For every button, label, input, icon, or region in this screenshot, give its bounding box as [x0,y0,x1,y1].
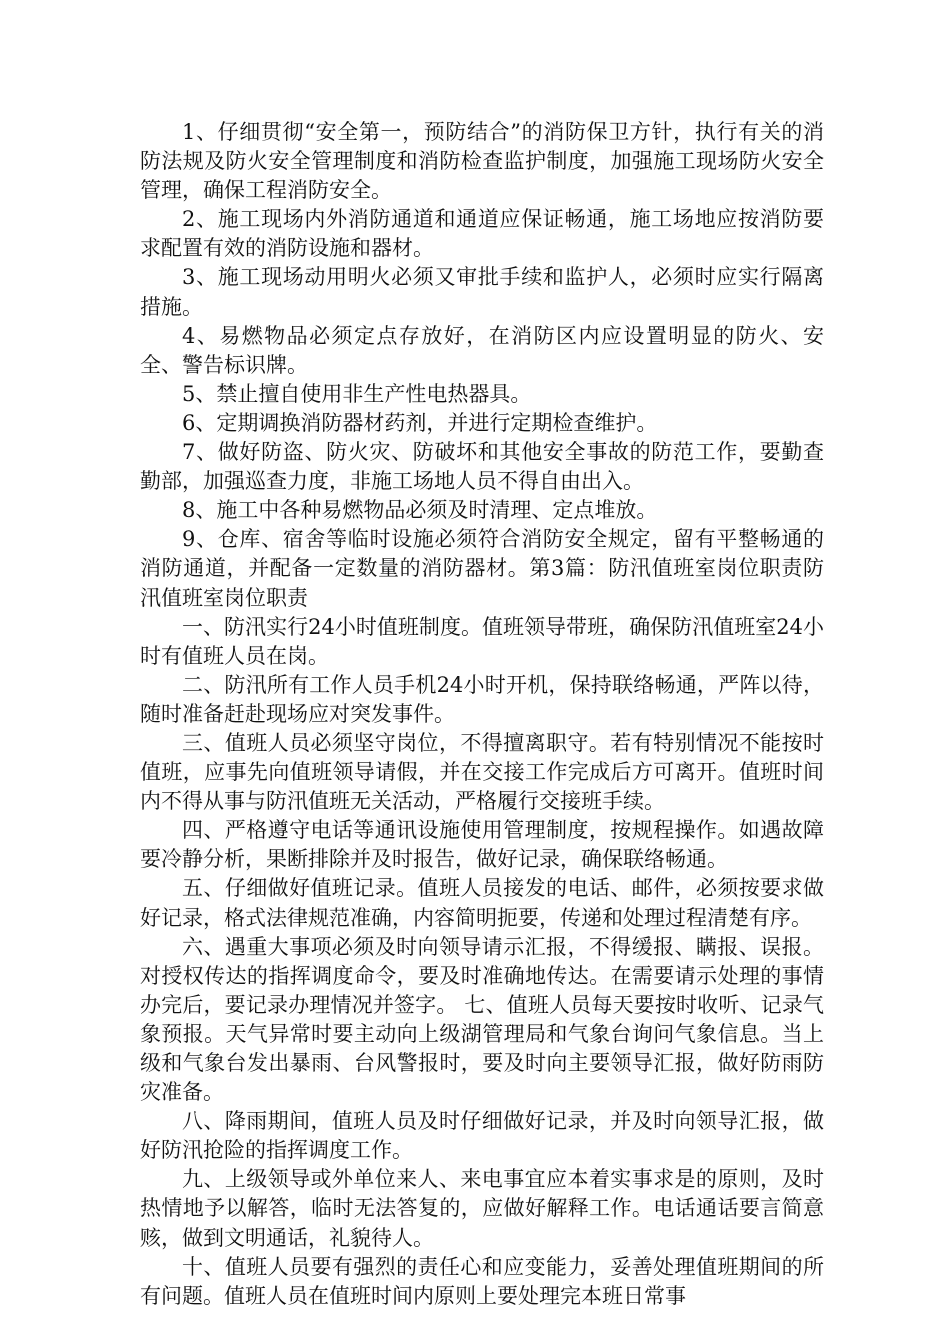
duty-item-6-7: 六、遇重大事项必须及时向领导请示汇报，不得缓报、瞒报、误报。对授权传达的指挥调度命令，要及时准确地传达。在需要请示处理的事情办完后，要记录办理情况并签字。 七、值班人员每天要按时收听、记录气象预报。天气异常时要主动向上级湖管理局和气象台询问气象信息。当上级和气象台发出暴雨、台风警报时，要及时向主要领导汇报，做好防雨防灾准备。 [140,934,824,1105]
paragraph-7: 7、做好防盗、防火灾、防破坏和其他安全事故的防范工作，要勤查勤部，加强巡查力度，非施工场地人员不得自由出入。 [140,440,824,494]
duty-item-5: 五、仔细做好值班记录。值班人员接发的电话、邮件，必须按要求做好记录，格式法律规范准确，内容简明扼要，传递和处理过程清楚有序。 [140,876,824,930]
duty-item-3: 三、值班人员必须坚守岗位，不得擅离职守。若有特别情况不能按时值班，应事先向值班领导请假，并在交接工作完成后方可离开。值班时间内不得从事与防汛值班无关活动，严格履行交接班手续。 [140,730,824,814]
duty-item-10: 十、值班人员要有强烈的责任心和应变能力，妥善处理值班期间的所有问题。值班人员在值班时间内原则上要处理完本班日常事 [140,1254,824,1308]
paragraph-4: 4、易燃物品必须定点存放好，在消防区内应设置明显的防火、安全、警告标识牌。 [140,323,824,377]
paragraph-8: 8、施工中各种易燃物品必须及时清理、定点堆放。 [182,498,658,523]
paragraph-6: 6、定期调换消防器材药剂，并进行定期检查维护。 [182,410,658,435]
paragraph-2: 2、施工现场内外消防通道和通道应保证畅通，施工场地应按消防要求配置有效的消防设施和器材。 [140,207,824,261]
paragraph-3: 3、施工现场动用明火必须又审批手续和监护人，必须时应实行隔离措施。 [140,265,824,319]
duty-item-1: 一、防汛实行24小时值班制度。值班领导带班，确保防汛值班室24小时有值班人员在岗。 [140,614,824,668]
document-body [140,118,824,1311]
duty-item-4: 四、严格遵守电话等通讯设施使用管理制度，按规程操作。如遇故障要冷静分析，果断排除并及时报告，做好记录，确保联络畅通。 [140,818,824,872]
duty-item-2: 二、防汛所有工作人员手机24小时开机，保持联络畅通，严阵以待，随时准备赶赴现场应对突发事件。 [140,672,824,726]
paragraph-1: 1、仔细贯彻“安全第一，预防结合”的消防保卫方针，执行有关的消防法规及防火安全管理制度和消防检查监护制度，加强施工现场防火安全管理，确保工程消防安全。 [140,120,824,203]
duty-item-9: 九、上级领导或外单位来人、来电事宜应本着实事求是的原则，及时热情地予以解答，临时无法答复的，应做好解释工作。电话通话要言简意赅，做到文明通话，礼貌待人。 [140,1167,824,1250]
paragraph-5: 5、禁止擅自使用非生产性电热器具。 [182,381,532,406]
duty-item-8: 八、降雨期间，值班人员及时仔细做好记录，并及时向领导汇报，做好防汛抢险的指挥调度工作。 [140,1109,824,1163]
paragraph-9: 9、仓库、宿舍等临时设施必须符合消防安全规定，留有平整畅通的消防通道，并配备一定数量的消防器材。第3篇：防汛值班室岗位职责防汛值班室岗位职责 [140,527,824,610]
